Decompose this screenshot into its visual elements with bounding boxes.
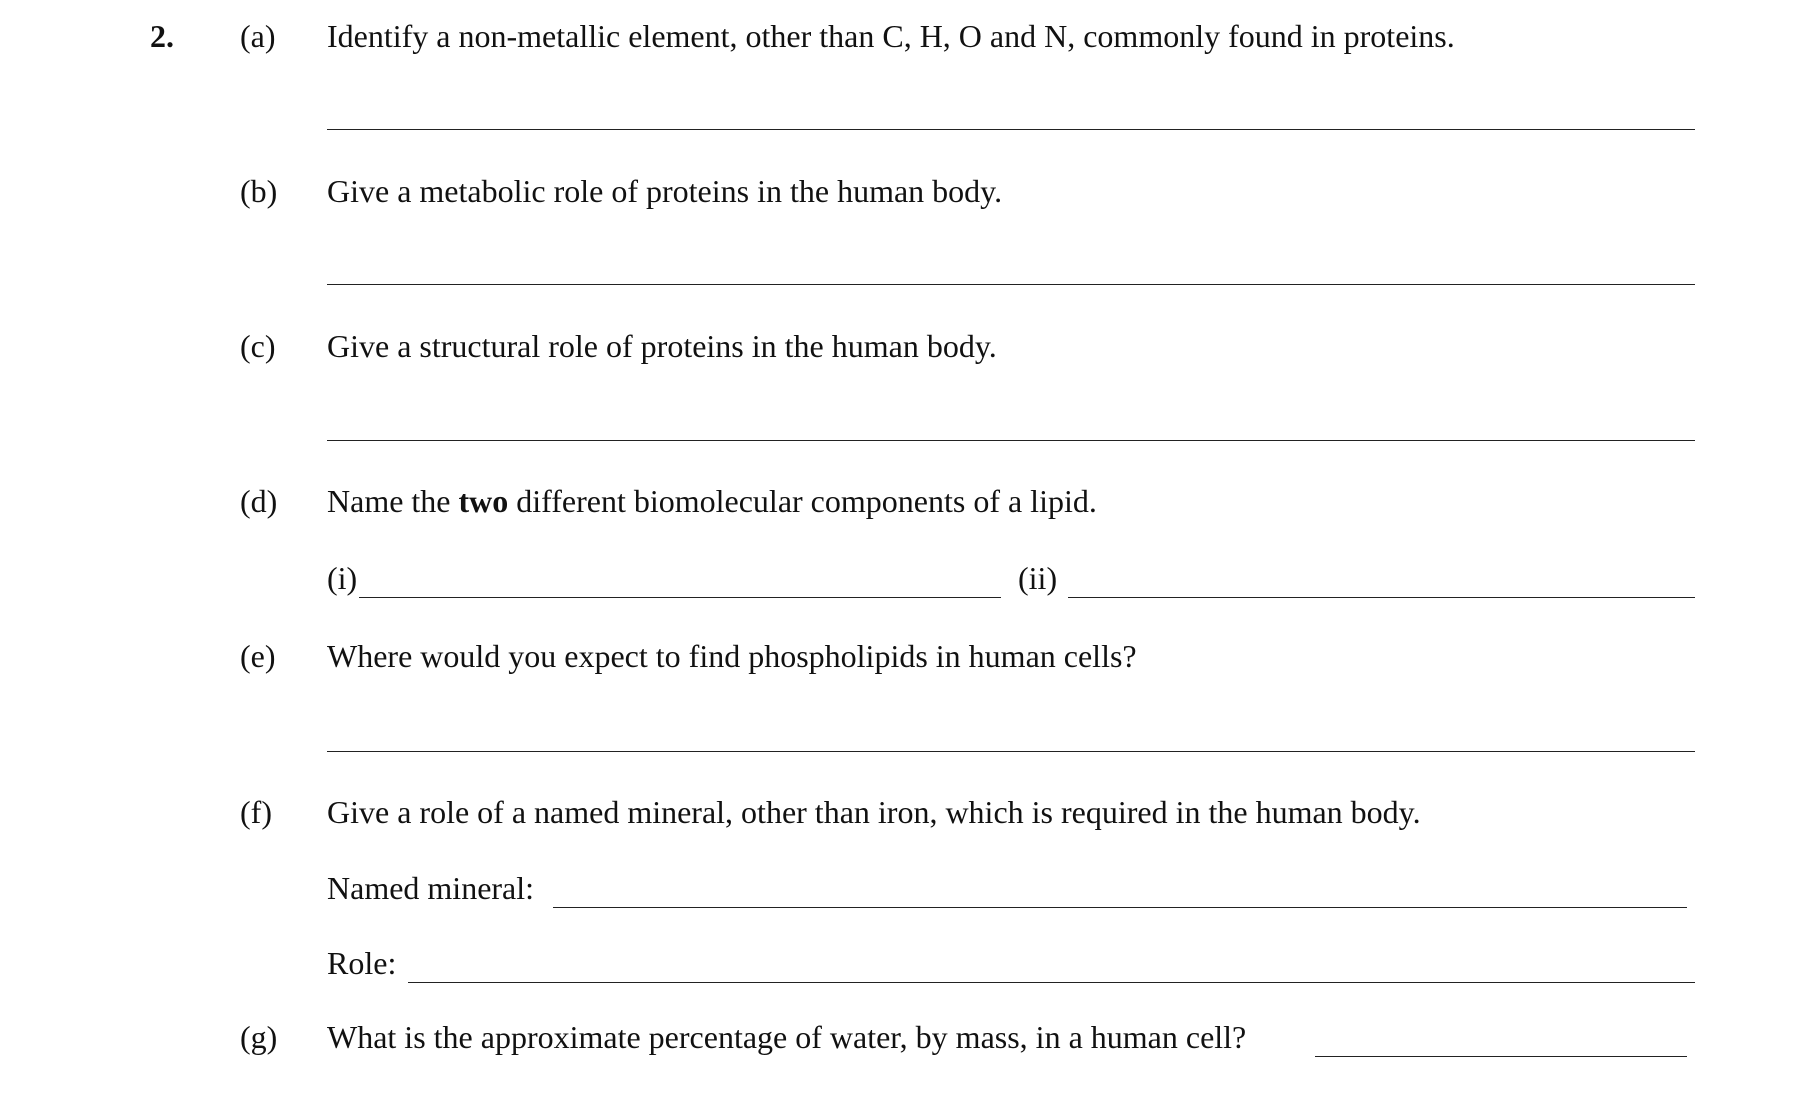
- part-c-answer-line[interactable]: [327, 440, 1695, 441]
- part-a-label: (a): [240, 18, 276, 54]
- part-g-question: What is the approximate percentage of water, by mass, in a human cell?: [327, 1019, 1247, 1055]
- part-a-answer-line[interactable]: [327, 129, 1695, 130]
- question-number: 2.: [150, 18, 174, 54]
- part-b-answer-line[interactable]: [327, 284, 1695, 285]
- part-d-sub-i-label: (i): [327, 560, 358, 596]
- part-f-role-label: Role:: [327, 945, 397, 981]
- part-f-question: Give a role of a named mineral, other than iron, which is required in the human body.: [327, 794, 1421, 830]
- part-c-question: Give a structural role of proteins in the human body.: [327, 328, 997, 364]
- part-f-mineral-label: Named mineral:: [327, 870, 535, 906]
- part-b-question: Give a metabolic role of proteins in the human body.: [327, 173, 1003, 209]
- part-d-text-bold: two: [458, 483, 509, 519]
- part-g-answer-line[interactable]: [1315, 1056, 1687, 1057]
- part-f-label: (f): [240, 794, 272, 830]
- part-g-label: (g): [240, 1019, 278, 1055]
- part-d-sub-i-answer-line[interactable]: [359, 597, 1001, 598]
- part-b-label: (b): [240, 173, 278, 209]
- part-d-text-before: Name the: [327, 483, 459, 519]
- part-a-question: Identify a non-metallic element, other than C, H, O and N, commonly found in proteins.: [327, 18, 1455, 54]
- part-d-question: [327, 483, 1097, 520]
- part-d-label: (d): [240, 483, 278, 519]
- part-f-role-answer-line[interactable]: [408, 982, 1695, 983]
- part-f-mineral-answer-line[interactable]: [553, 907, 1687, 908]
- part-c-label: (c): [240, 328, 276, 364]
- part-e-label: (e): [240, 638, 276, 674]
- part-d-text-after: different biomolecular components of a lipid.: [508, 483, 1097, 519]
- part-e-answer-line[interactable]: [327, 751, 1695, 752]
- part-e-question: Where would you expect to find phospholipids in human cells?: [327, 638, 1137, 674]
- part-d-sub-ii-label: (ii): [1018, 560, 1058, 596]
- part-d-sub-ii-answer-line[interactable]: [1068, 597, 1695, 598]
